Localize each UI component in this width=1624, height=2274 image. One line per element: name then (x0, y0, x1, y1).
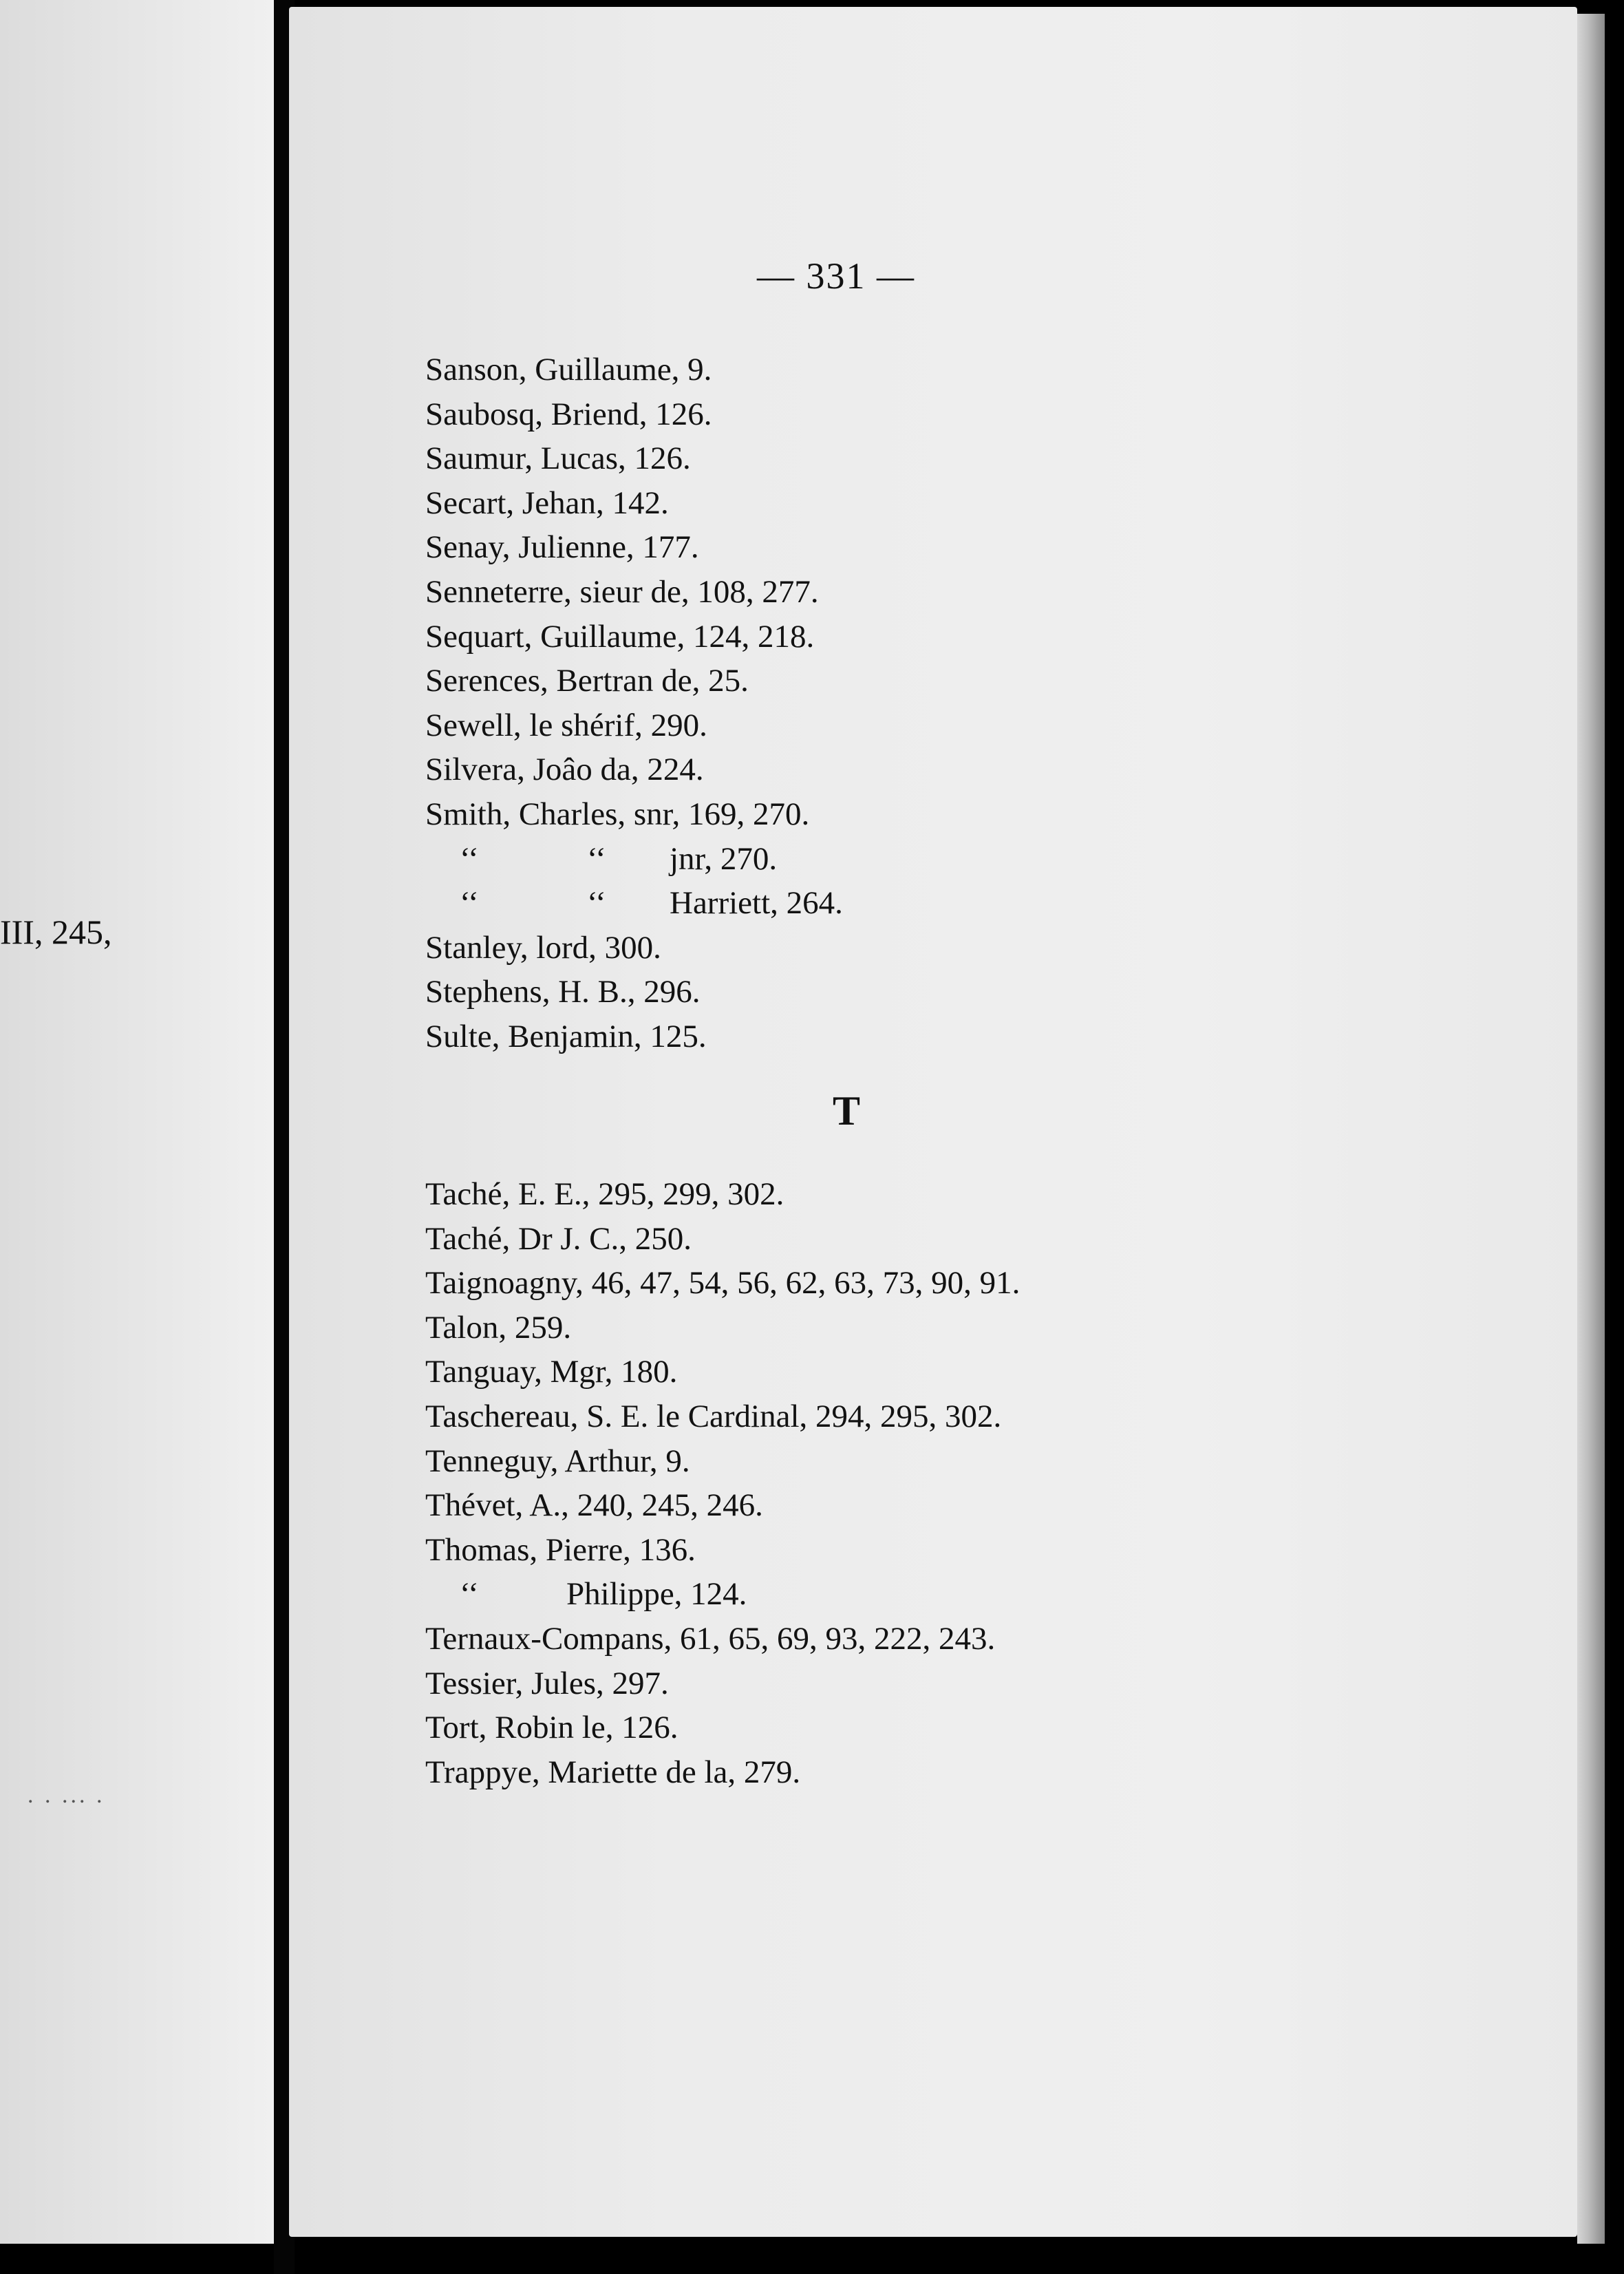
left-margin-text: III, 245, (0, 913, 112, 951)
index-entry: Smith, Charles, snr, 169, 270. (425, 796, 810, 832)
index-entry: Ternaux-Compans, 61, 65, 69, 93, 222, 243. (425, 1620, 996, 1657)
index-entry: Secart, Jehan, 142. (425, 485, 669, 521)
left-dots: . . ... . (28, 1783, 105, 1808)
right-page (289, 7, 1577, 2237)
index-entry (425, 837, 843, 882)
index-entry (425, 1572, 1020, 1617)
index-entry: Saubosq, Briend, 126. (425, 396, 712, 432)
entry-text: Harriett, 264. (670, 885, 843, 922)
index-entry (425, 881, 843, 926)
index-entry: Taché, Dr J. C., 250. (425, 1220, 692, 1257)
index-entry: Taché, E. E., 295, 299, 302. (425, 1176, 784, 1212)
index-entry: Silvera, Joâo da, 224. (425, 752, 704, 788)
index-entry: Trappye, Mariette de la, 279. (425, 1754, 801, 1790)
index-entry: Stephens, H. B., 296. (425, 974, 701, 1010)
index-entry: Talon, 259. (425, 1309, 572, 1346)
page-edge (1577, 14, 1605, 2244)
index-entry: Tenneguy, Arthur, 9. (425, 1443, 690, 1479)
index-entry: Saumur, Lucas, 126. (425, 440, 691, 477)
index-section-t (425, 1172, 1020, 1794)
index-entry: Thévet, A., 240, 245, 246. (425, 1487, 763, 1524)
entry-text: Philippe, 124. (566, 1576, 747, 1613)
ditto-mark: ‘‘ (587, 840, 606, 877)
index-entry: Sanson, Guillaume, 9. (425, 352, 712, 387)
entry-text: jnr, 270. (670, 840, 778, 877)
index-section-s (425, 348, 843, 1059)
index-entry: Sewell, le shérif, 290. (425, 707, 707, 743)
page-number: — 331 — (757, 255, 915, 297)
ditto-mark: ‘‘ (460, 840, 479, 877)
index-entry: Taignoagny, 46, 47, 54, 56, 62, 63, 73, 90, 91. (425, 1265, 1021, 1301)
ditto-mark: ‘‘ (587, 885, 606, 922)
ditto-mark: ‘‘ (460, 885, 479, 922)
index-entry: Senay, Julienne, 177. (425, 529, 699, 566)
left-page (0, 0, 274, 2244)
index-entry: Serences, Bertran de, 25. (425, 663, 749, 699)
index-entry: Sulte, Benjamin, 125. (425, 1018, 707, 1054)
index-entry: Senneterre, sieur de, 108, 277. (425, 573, 819, 610)
index-entry: Taschereau, S. E. le Cardinal, 294, 295, 302. (425, 1398, 1002, 1434)
index-entry: Thomas, Pierre, 136. (425, 1531, 696, 1568)
ditto-mark: ‘‘ (460, 1576, 479, 1613)
section-heading-t: T (833, 1088, 861, 1134)
index-entry: Stanley, lord, 300. (425, 929, 661, 966)
index-entry: Tessier, Jules, 297. (425, 1665, 669, 1701)
index-entry: Tort, Robin le, 126. (425, 1710, 679, 1746)
index-entry: Tanguay, Mgr, 180. (425, 1354, 678, 1390)
index-entry: Sequart, Guillaume, 124, 218. (425, 618, 815, 655)
